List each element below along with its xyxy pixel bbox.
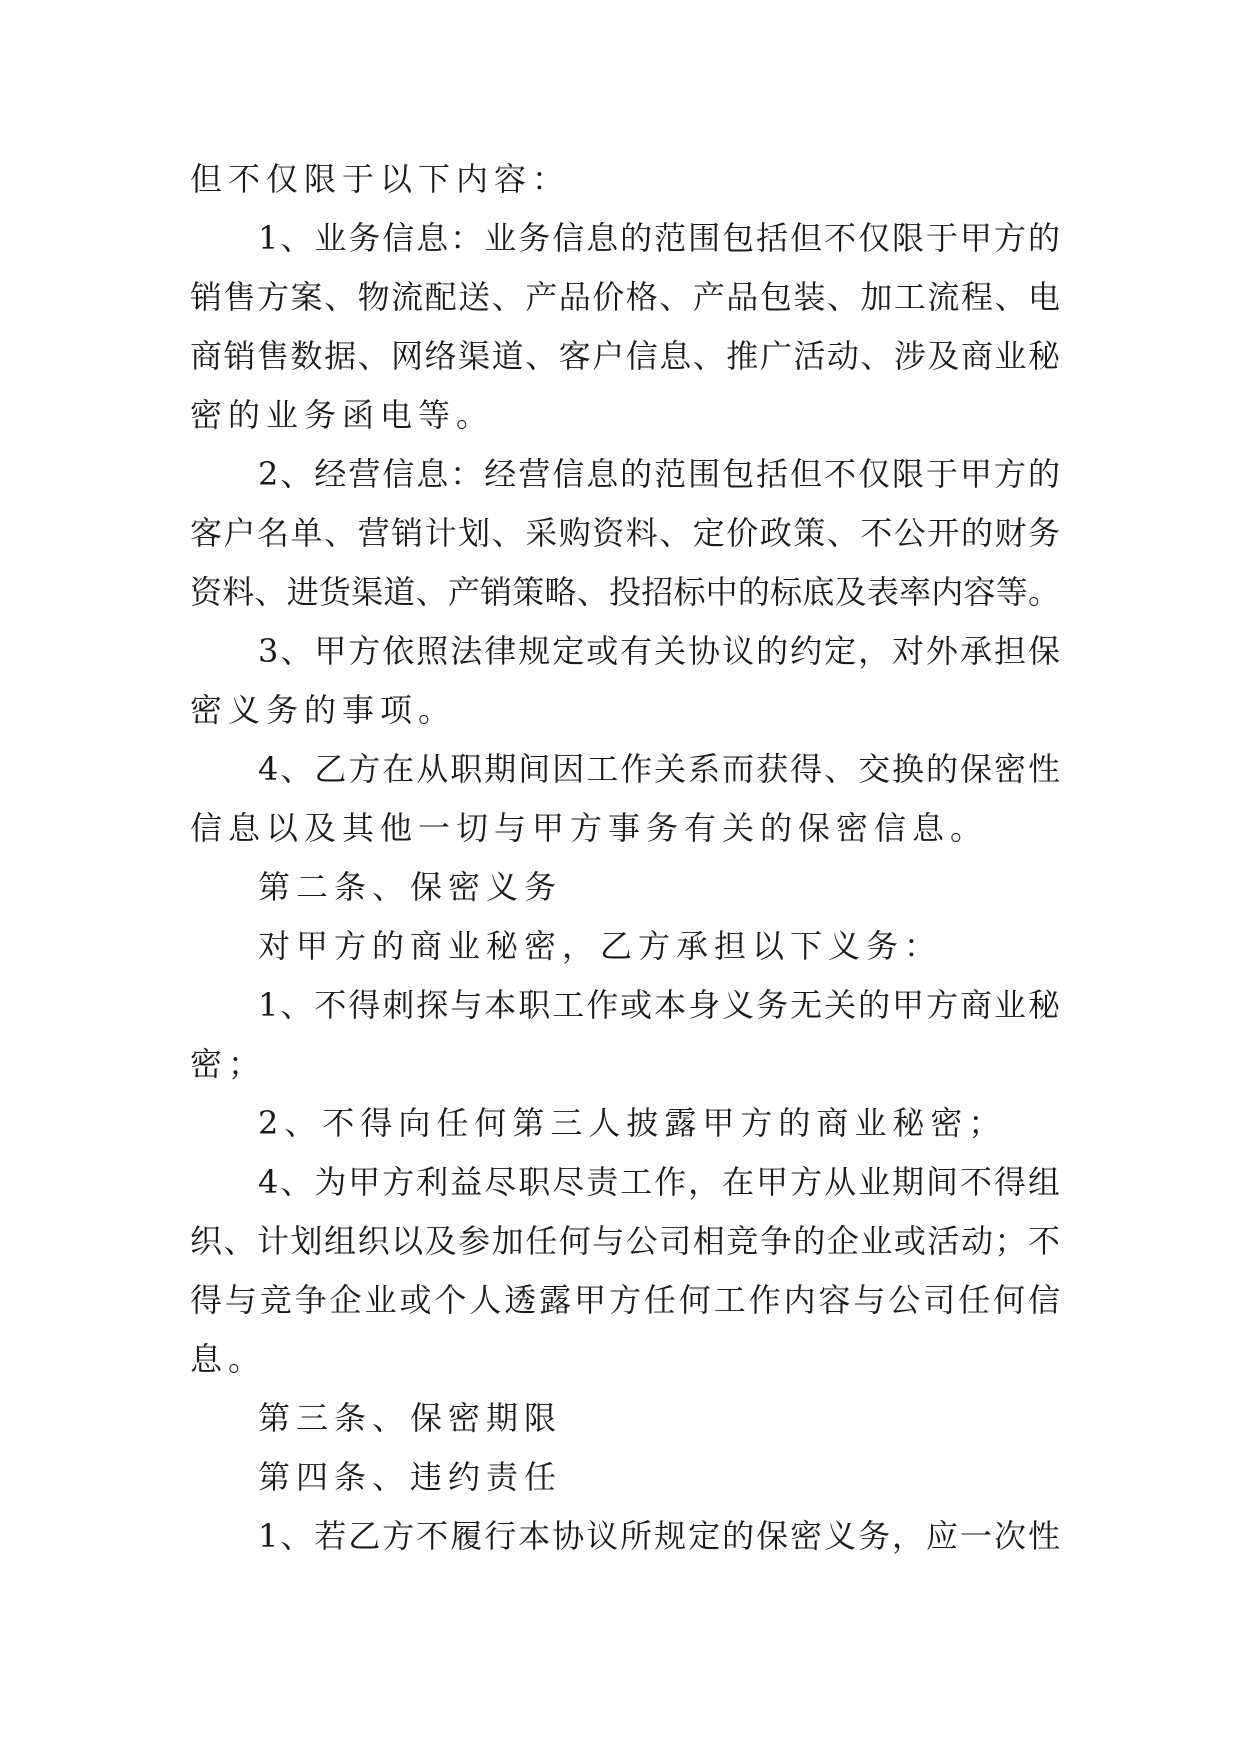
text-line: 1、若乙方不履行本协议所规定的保密义务，应一次性 [258,1517,1060,1555]
text-line: 4、乙方在从职期间因工作关系而获得、交换的保密性 [258,750,1060,788]
text-line: 客户名单、营销计划、采购资料、定价政策、不公开的财务 [190,514,1060,552]
document-page [190,150,1060,1566]
text-line: 1、业务信息：业务信息的范围包括但不仅限于甲方的 [258,219,1060,257]
text-line: 信息以及其他一切与甲方事务有关的保密信息。 [190,809,989,847]
text-line: 但不仅限于以下内容： [190,160,571,198]
text-line: 1、不得刺探与本职工作或本身义务无关的甲方商业秘 [258,986,1060,1024]
text-line: 销售方案、物流配送、产品价格、产品包装、加工流程、电 [190,278,1060,316]
text-line: 得与竞争企业或个人透露甲方任何工作内容与公司任何信 [190,1281,1060,1319]
text-line: 2、不得向任何第三人披露甲方的商业秘密； [258,1104,1007,1142]
text-line: 对甲方的商业秘密，乙方承担以下义务： [258,927,943,965]
text-line: 2、经营信息：经营信息的范围包括但不仅限于甲方的 [258,455,1060,493]
text-line: 密； [190,1045,267,1083]
section-heading: 第二条、保密义务 [258,868,563,906]
text-line: 资料、进货渠道、产销策略、投招标中的标底及表率内容等。 [190,573,1060,611]
section-heading: 第四条、违约责任 [258,1458,563,1496]
text-line: 密的业务函电等。 [190,396,495,434]
text-line: 商销售数据、网络渠道、客户信息、推广活动、涉及商业秘 [190,337,1060,375]
text-line: 3、甲方依照法律规定或有关协议的约定，对外承担保 [258,632,1060,670]
section-heading: 第三条、保密期限 [258,1399,563,1437]
text-line: 息。 [190,1340,267,1378]
text-line: 织、计划组织以及参加任何与公司相竞争的企业或活动；不 [190,1222,1060,1260]
text-line: 4、为甲方利益尽职尽责工作，在甲方从业期间不得组 [258,1163,1060,1201]
text-line: 密义务的事项。 [190,691,457,729]
